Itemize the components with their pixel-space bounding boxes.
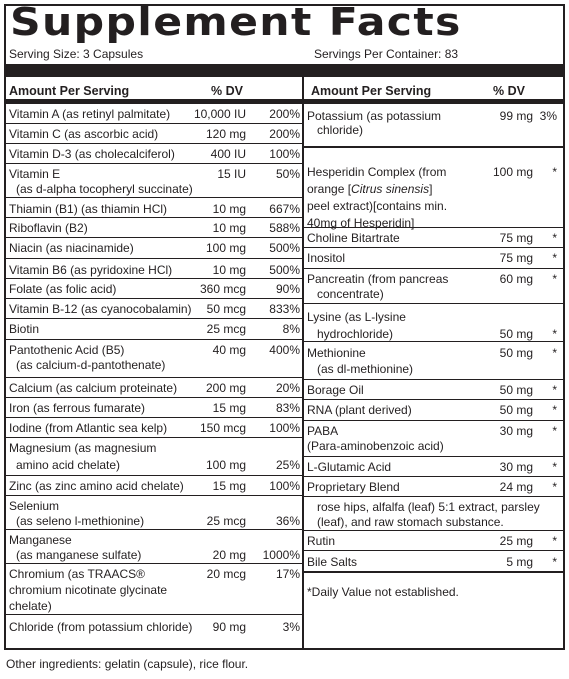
amount-value: 20 mg [212,548,246,562]
daily-value: 25% [275,458,300,472]
nutrient-name: L-Glutamic Acid [307,460,392,474]
nutrient-row [304,104,563,148]
blend-ingredients: (leaf), and raw stomach substance. [317,515,504,529]
amount-value: 50 mg [499,346,533,360]
nutrient-name: Methionine [307,346,366,360]
daily-value: 500% [269,263,300,277]
amount-value: 75 mg [499,251,533,265]
amount-value: 10 mg [212,263,246,277]
nutrient-row [304,342,563,380]
nutrient-name: chelate) [9,599,52,613]
nutrient-name: Magnesium (as magnesium [9,441,157,455]
blend-ingredients: rose hips, alfalfa (leaf) 5:1 extract, parsley [317,500,540,514]
amount-value: 25 mg [499,534,533,548]
serving-size: Serving Size: 3 Capsules [9,47,144,61]
amount-value: 400 IU [210,147,246,161]
amount-value: 50 mg [499,383,533,397]
nutrient-row [6,564,302,615]
daily-value: 500% [269,241,300,255]
amount-header: Amount Per Serving [311,84,432,98]
amount-value: 99 mg [499,109,533,123]
nutrient-row [6,164,302,198]
nutrient-row [304,457,563,477]
amount-value: 25 mcg [206,514,246,528]
footnote: *Daily Value not established. [307,585,459,599]
amount-value: 10 mg [212,221,246,235]
left-column [6,77,302,637]
nutrient-row [6,144,302,164]
nutrient-row [6,124,302,144]
nutrient-name: Iodine (from Atlantic sea kelp) [9,421,168,435]
daily-value: 20% [275,381,300,395]
amount-value: 15 IU [217,167,246,181]
amount-value: 25 mcg [206,322,246,336]
nutrient-name: Pantothenic Acid (B5) [9,343,125,357]
daily-value: 667% [269,202,300,216]
nutrient-row [304,269,563,304]
nutrient-row [304,248,563,269]
nutrient-row [6,418,302,438]
right-column [304,77,563,599]
amount-value: 50 mg [499,327,533,341]
nutrient-name: Rutin [307,534,336,548]
nutrient-name: Biotin [9,322,40,336]
nutrient-row [6,238,302,259]
amount-value: 20 mcg [206,567,246,581]
nutrient-row [304,228,563,248]
nutrient-row [304,477,563,497]
daily-value: * [552,480,557,494]
amount-value: 100 mg [205,241,246,255]
nutrient-row [304,421,563,457]
daily-value: 1000% [262,548,300,562]
daily-value: 200% [269,127,300,141]
daily-value: 8% [282,322,300,336]
amount-header: Amount Per Serving [9,84,130,98]
nutrient-name: (as dl-methionine) [317,362,414,376]
nutrient-row [304,380,563,400]
daily-value: 200% [269,107,300,121]
nutrient-row [6,615,302,637]
amount-value: 60 mg [499,272,533,286]
daily-value: 400% [269,343,300,357]
nutrient-name: (as calcium-d-pantothenate) [16,358,166,372]
nutrient-name: (as manganese sulfate) [16,548,142,562]
daily-value: * [552,251,557,265]
nutrient-row [6,279,302,299]
nutrient-name: Potassium (as potassium [307,109,442,123]
dv-header: % DV [211,84,243,98]
amount-value: 150 mcg [199,421,246,435]
nutrient-name: Proprietary Blend [307,480,400,494]
nutrient-name: Vitamin C (as ascorbic acid) [9,127,159,141]
daily-value: 50% [275,167,300,181]
daily-value: * [552,403,557,417]
daily-value: 36% [275,514,300,528]
daily-value: 833% [269,302,300,316]
daily-value: * [552,327,557,341]
nutrient-name: Choline Bitartrate [307,231,400,245]
nutrient-row [6,398,302,418]
nutrient-name: amino acid chelate) [16,458,121,472]
nutrient-row [6,496,302,530]
daily-value: * [552,534,557,548]
left-header [6,77,302,104]
nutrient-row [6,476,302,496]
nutrient-row [304,304,563,342]
daily-value: 17% [275,567,300,581]
nutrient-row [304,400,563,421]
nutrient-name: chromium nicotinate glycinate [9,583,168,597]
nutrient-name: Folate (as folic acid) [9,282,117,296]
nutrient-name: Calcium (as calcium proteinate) [9,381,178,395]
servings-per-container: Servings Per Container: 83 [314,47,459,61]
daily-value: * [552,424,557,438]
nutrient-name: Chromium (as TRAACS® [9,567,145,581]
daily-value: * [552,165,557,179]
nutrient-row [6,319,302,340]
nutrient-name: PABA [307,424,339,438]
daily-value: 83% [275,401,300,415]
nutrient-name: Thiamin (B1) (as thiamin HCl) [9,202,168,216]
amount-value: 30 mg [499,460,533,474]
nutrient-name: concentrate) [317,287,384,301]
nutrient-row [6,104,302,124]
daily-value: 100% [269,421,300,435]
amount-value: 100 mg [492,165,533,179]
amount-value: 75 mg [499,231,533,245]
daily-value: 3% [282,620,300,634]
nutrient-name: Zinc (as zinc amino acid chelate) [9,479,184,493]
nutrient-row [6,259,302,279]
name-part: ] [429,182,433,196]
amount-value: 30 mg [499,424,533,438]
amount-value: 90 mg [212,620,246,634]
daily-value: * [552,272,557,286]
amount-value: 200 mg [205,381,246,395]
nutrient-name: RNA (plant derived) [307,403,412,417]
nutrient-name: Vitamin E [9,167,61,181]
nutrient-row [6,299,302,319]
panel-title: Supplement Facts [10,0,462,44]
nutrient-row [304,531,563,551]
nutrient-name: Selenium [9,499,60,513]
nutrient-name: Bile Salts [307,555,358,569]
nutrient-name: Chloride (from potassium chloride) [9,620,193,634]
nutrient-name: Lysine (as L-lysine [307,310,406,324]
amount-value: 120 mg [205,127,246,141]
nutrient-row [304,551,563,573]
nutrient-name: Niacin (as niacinamide) [9,241,134,255]
nutrient-name: peel extract)[contains min. [307,199,448,213]
nutrient-name: Pancreatin (from pancreas [307,272,449,286]
amount-value: 360 mcg [199,282,246,296]
nutrient-name: Manganese [9,533,72,547]
nutrient-row [6,530,302,564]
daily-value: 90% [275,282,300,296]
daily-value: 100% [269,479,300,493]
supplement-facts-panel [4,0,565,650]
nutrient-name: 40mg of Hesperidin] [307,216,415,230]
nutrient-name: (as d-alpha tocopheryl succinate) [16,182,193,196]
nutrient-name: Iron (as ferrous fumarate) [9,401,146,415]
nutrient-name: chloride) [317,123,364,137]
latin-name: Citrus sinensis [351,182,430,196]
daily-value: * [552,460,557,474]
dv-header: % DV [493,84,525,98]
nutrient-name: Hesperidin Complex (from [307,165,447,179]
nutrient-row [304,148,563,228]
nutrient-name: Borage Oil [307,383,364,397]
nutrient-name: Vitamin B6 (as pyridoxine HCl) [9,263,173,277]
daily-value: * [552,383,557,397]
amount-value: 50 mg [499,403,533,417]
blend-note [304,497,563,531]
daily-value: * [552,346,557,360]
nutrient-name: Inositol [307,251,346,265]
amount-value: 50 mcg [206,302,246,316]
daily-value: * [552,231,557,245]
nutrient-row [6,218,302,238]
nutrient-row [6,378,302,398]
nutrient-row [6,438,302,476]
daily-value: 3% [539,109,557,123]
thick-rule [6,64,563,77]
amount-value: 5 mg [506,555,533,569]
right-header [304,77,563,104]
name-part: orange [ [307,182,352,196]
amount-value: 40 mg [212,343,246,357]
amount-value: 24 mg [499,480,533,494]
nutrient-row [6,198,302,218]
nutrient-row [6,340,302,378]
daily-value: 588% [269,221,300,235]
nutrient-name: hydrochloride) [317,327,394,341]
nutrient-name: Vitamin B-12 (as cyanocobalamin) [9,302,192,316]
daily-value: 100% [269,147,300,161]
nutrient-name: (Para-aminobenzoic acid) [307,439,444,453]
nutrient-name: Vitamin A (as retinyl palmitate) [9,107,171,121]
nutrient-name [307,182,432,196]
other-ingredients: Other ingredients: gelatin (capsule), rice flour. [6,657,249,671]
amount-value: 15 mg [212,401,246,415]
amount-value: 100 mg [205,458,246,472]
daily-value: * [552,555,557,569]
amount-value: 10,000 IU [193,107,246,121]
amount-value: 15 mg [212,479,246,493]
nutrient-name: Riboflavin (B2) [9,221,88,235]
nutrient-name: Vitamin D-3 (as cholecalciferol) [9,147,175,161]
nutrient-name: (as seleno l-methionine) [16,514,145,528]
amount-value: 10 mg [212,202,246,216]
